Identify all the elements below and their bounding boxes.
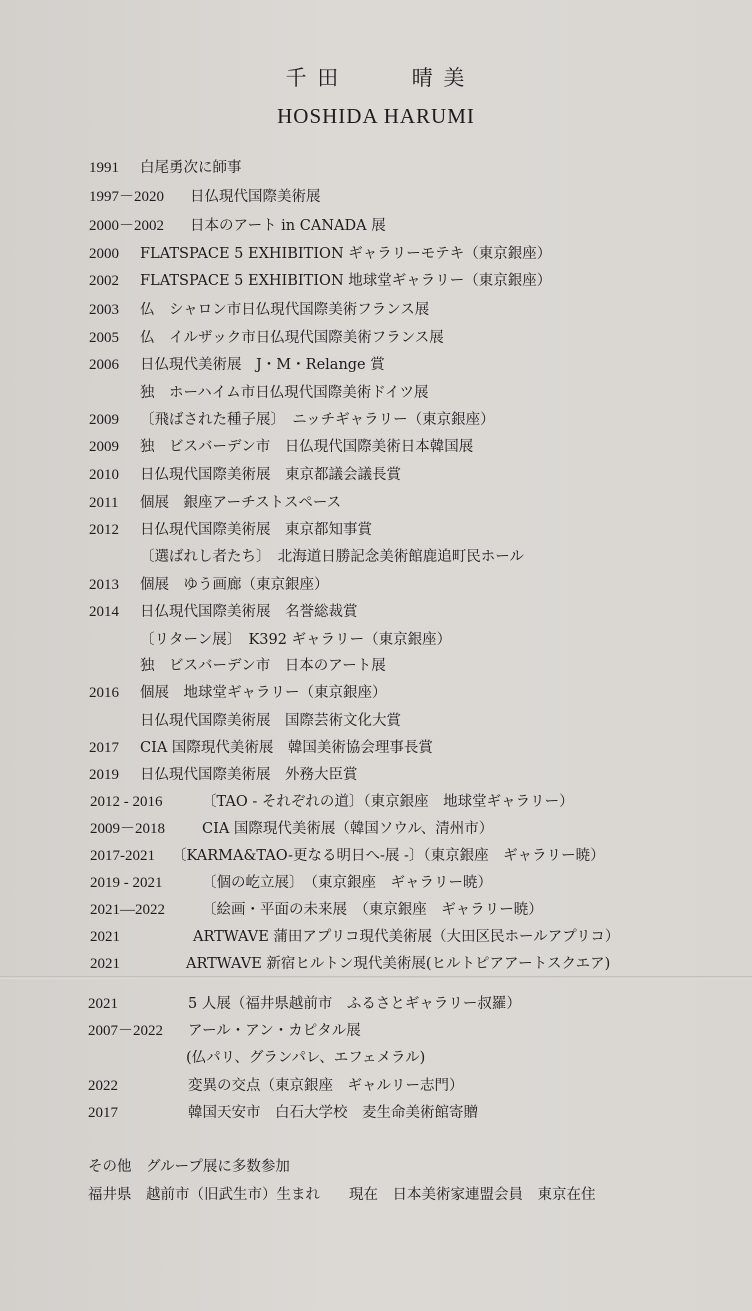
entry-year: 2021―2022 (90, 902, 165, 918)
entry-year: 2009－2018 (90, 821, 166, 837)
entry-text: 日仏現代国際美術展 名誉総裁賞 (140, 604, 358, 620)
entry-text: FLATSPACE 5 EXHIBITION ギャラリーモテキ（東京銀座） (140, 246, 552, 262)
entry-year: 2016 (89, 685, 119, 701)
entry-text: 個展 ゆう画廊（東京銀座） (140, 577, 329, 593)
entry-text: ARTWAVE 蒲田アプリコ現代美術展（大田区民ホールアプリコ） (193, 929, 620, 945)
entry-text: 〔個の屹立展〕 （東京銀座 ギャラリー暁） (202, 875, 492, 891)
entry-text: 韓国天安市 白石大学校 麦生命美術館寄贈 (188, 1105, 478, 1121)
entry-year: 2006 (89, 357, 119, 373)
page-fold-line (0, 976, 752, 979)
entry-year: 2000－2002 (89, 218, 165, 234)
entry-text: 〔KARMA&TAO-更なる明日へ-展 -〕（東京銀座 ギャラリー暁） (172, 848, 605, 864)
entry-text: 日仏現代美術展 J・M・Relange 賞 (140, 357, 385, 373)
entry-year: 2017 (88, 1105, 118, 1121)
entry-text: 独 ビスバーデン市 日仏現代国際美術日本韓国展 (140, 439, 474, 455)
entry-year: 2005 (89, 330, 119, 346)
entry-year: 2019 (89, 767, 119, 783)
entry-year: 2012 (89, 522, 119, 538)
entry-year: 2011 (89, 495, 119, 511)
footer-profile: 福井県 越前市（旧武生市）生まれ 現在 日本美術家連盟会員 東京在住 (88, 1187, 596, 1203)
entry-year: 1997－2020 (89, 189, 165, 205)
entry-text: 日仏現代国際美術展 東京都知事賞 (140, 522, 372, 538)
entry-year: 2003 (89, 302, 119, 318)
family-name: 千 田 (285, 66, 341, 90)
entry-text: 〔選ばれし者たち〕 北海道日勝記念美術館鹿追町民ホール (140, 549, 524, 565)
entry-text: 5 人展（福井県越前市 ふるさとギャラリー叔羅） (188, 996, 521, 1012)
entry-text: 日仏現代国際美術展 (190, 189, 321, 205)
entry-text: 〔リターン展〕 K392 ギャラリー（東京銀座） (140, 632, 452, 648)
entry-year: 2009 (89, 439, 119, 455)
artist-name-english: HOSHIDA HARUMI (277, 104, 475, 128)
entry-text: 〔絵画・平面の未来展 （東京銀座 ギャラリー暁） (202, 902, 543, 918)
entry-year: 1991 (89, 160, 119, 176)
entry-text: 独 ビスバーデン市 日本のアート展 (140, 658, 386, 674)
entry-year: 2002 (89, 273, 119, 289)
entry-year: 2009 (89, 412, 119, 428)
entry-text: アール・アン・カピタル展 (188, 1023, 361, 1039)
entry-text: CIA 国際現代美術展（韓国ソウル、清州市） (202, 821, 494, 837)
entry-year: 2021 (90, 956, 120, 972)
entry-year: 2012 - 2016 (90, 794, 163, 810)
entry-text: 日仏現代国際美術展 外務大臣賞 (140, 767, 358, 783)
entry-year: 2017-2021 (90, 848, 155, 864)
entry-year: 2022 (88, 1078, 118, 1094)
entry-text: 〔TAO - それぞれの道〕（東京銀座 地球堂ギャラリー） (202, 794, 574, 810)
entry-text: 仏 イルザック市日仏現代国際美術フランス展 (140, 330, 444, 346)
entry-year: 2014 (89, 604, 119, 620)
entry-year: 2013 (89, 577, 119, 593)
given-name: 晴 美 (411, 66, 467, 90)
entry-text: 仏 シャロン市日仏現代国際美術フランス展 (140, 302, 430, 318)
entry-text: 〔飛ばされた種子展〕 ニッチギャラリー（東京銀座） (140, 412, 495, 428)
entry-text: 変異の交点（東京銀座 ギャルリー志門） (188, 1078, 464, 1094)
entry-text: ARTWAVE 新宿ヒルトン現代美術展(ヒルトピアアートスクエア) (186, 956, 611, 972)
entry-year: 2017 (89, 740, 119, 756)
footer-group-note: その他 グループ展に多数参加 (88, 1159, 290, 1175)
entry-year: 2021 (88, 996, 118, 1012)
entry-year: 2000 (89, 246, 119, 262)
entry-text: FLATSPACE 5 EXHIBITION 地球堂ギャラリー（東京銀座） (140, 273, 552, 289)
entry-text: 独 ホーハイム市日仏現代国際美術ドイツ展 (140, 385, 429, 401)
entry-year: 2007－2022 (88, 1023, 164, 1039)
entry-text: CIA 国際現代美術展 韓国美術協会理事長賞 (140, 740, 433, 756)
entry-year: 2010 (89, 467, 119, 483)
entry-text: 個展 地球堂ギャラリー（東京銀座） (140, 685, 387, 701)
entry-text: (仏パリ、グランパレ、エフェメラル) (186, 1050, 426, 1066)
artist-name-japanese (0, 62, 752, 92)
entry-text: 白尾勇次に師事 (140, 160, 242, 176)
entry-year: 2021 (90, 929, 120, 945)
entry-year: 2019 - 2021 (90, 875, 163, 891)
entry-text: 個展 銀座アーチストスペース (140, 495, 342, 511)
entry-text: 日本のアート in CANADA 展 (190, 218, 386, 234)
entry-text: 日仏現代国際美術展 国際芸術文化大賞 (140, 713, 401, 729)
entry-text: 日仏現代国際美術展 東京都議会議長賞 (140, 467, 401, 483)
